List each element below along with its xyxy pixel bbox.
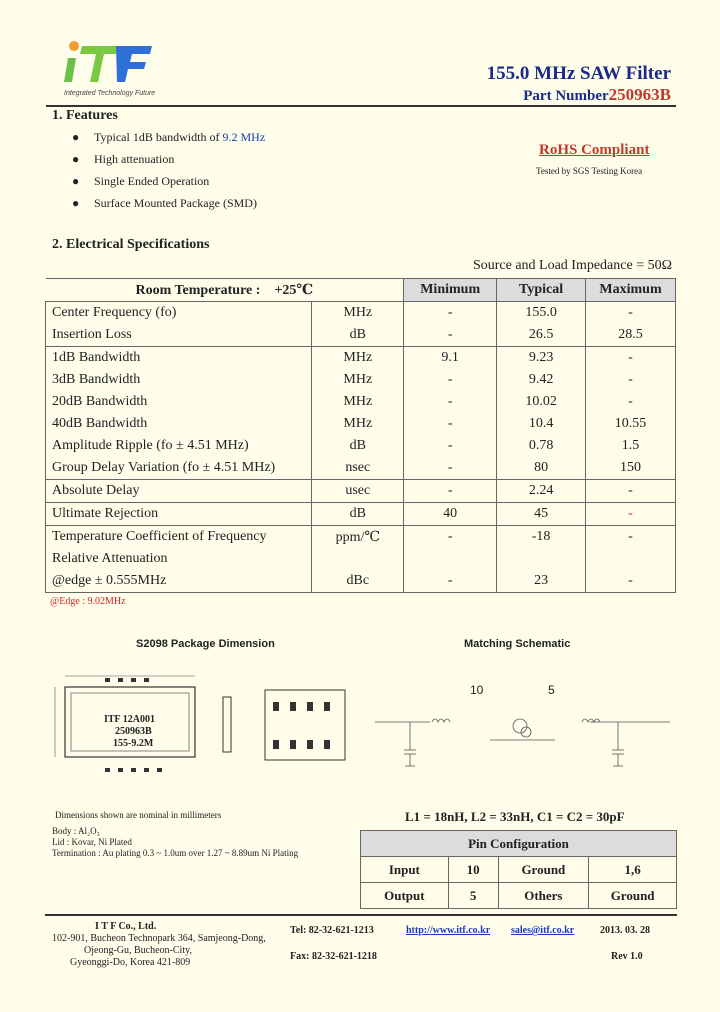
- matching-schematic-drawing: [370, 700, 680, 780]
- edge-note: @Edge : 9.02MHz: [50, 596, 126, 607]
- lid-material: Lid : Kovar, Ni Plated: [52, 837, 132, 847]
- impedance-note: Source and Load Impedance = 50Ω: [472, 258, 672, 273]
- feature-item: ● High attenuation: [72, 152, 175, 166]
- pin-config-title: Pin Configuration: [361, 831, 677, 857]
- product-title: 155.0 MHz SAW Filter: [486, 63, 671, 84]
- table-row: Center Frequency (fo) MHz - 155.0 -: [46, 302, 676, 325]
- termination-note: Termination : Au plating 0.3 ~ 1.0um over 1.27 ~ 8.89um Ni Plating: [52, 848, 299, 858]
- electrical-heading: 2. Electrical Specifications: [52, 237, 210, 252]
- col-typical: Typical: [497, 279, 586, 302]
- table-row: Absolute Delay usec - 2.24 -: [46, 480, 676, 503]
- bandwidth-highlight: 9.2 MHz: [222, 130, 266, 144]
- matching-title: Matching Schematic: [464, 638, 571, 650]
- pin-label-b: 5: [548, 683, 555, 697]
- document-date: 2013. 03. 28: [600, 925, 650, 936]
- feature-item: ● Single Ended Operation: [72, 174, 210, 188]
- table-row: Relative Attenuation: [46, 548, 676, 570]
- table-row: Ultimate Rejection dB 40 45 -: [46, 503, 676, 526]
- package-title: S2098 Package Dimension: [136, 638, 275, 650]
- table-row: 3dB Bandwidth MHz - 9.42 -: [46, 369, 676, 391]
- room-temp-label: Room Temperature :: [135, 282, 261, 298]
- table-row: Group Delay Variation (fo ± 4.51 MHz) nsec - 80 150: [46, 457, 676, 480]
- footer-divider: [45, 914, 677, 916]
- website-link[interactable]: http://www.itf.co.kr: [406, 925, 491, 936]
- room-temp-value: +25℃: [274, 282, 314, 298]
- table-row: 20dB Bandwidth MHz - 10.02 -: [46, 391, 676, 413]
- pin-label-a: 10: [470, 683, 484, 697]
- pin-config-table: [360, 830, 677, 909]
- address-line-1: 102-901, Bucheon Technopark 364, Samjeong-Dong,: [52, 933, 266, 944]
- package-marking-2: 250963B: [115, 726, 152, 737]
- email-link[interactable]: sales@itf.co.kr: [511, 925, 575, 936]
- features-heading: 1. Features: [52, 108, 118, 123]
- table-row: @edge ± 0.555MHz dBc - 23 -: [46, 570, 676, 593]
- spec-table: [45, 278, 676, 593]
- part-number-label: Part Number: [523, 88, 609, 104]
- part-number-line: [523, 85, 671, 105]
- table-row: Amplitude Ripple (fo ± 4.51 MHz) dB - 0.78 1.5: [46, 435, 676, 457]
- table-row: Insertion Loss dB - 26.5 28.5: [46, 324, 676, 347]
- table-row: Output 5 Others Ground: [361, 883, 677, 909]
- company-logo: [60, 38, 170, 98]
- table-row: 40dB Bandwidth MHz - 10.4 10.55: [46, 413, 676, 435]
- rohs-tested: Tested by SGS Testing Korea: [536, 166, 643, 176]
- revision: Rev 1.0: [611, 951, 643, 962]
- phone-number: Tel: 82-32-621-1213: [290, 925, 374, 936]
- body-material: Body : Al₂O₃: [52, 826, 100, 836]
- fax-number: Fax: 82-32-621-1218: [290, 951, 377, 962]
- feature-item: ● Surface Mounted Package (SMD): [72, 196, 257, 210]
- component-values: L1 = 18nH, L2 = 33nH, C1 = C2 = 30pF: [405, 809, 625, 824]
- col-minimum: Minimum: [404, 279, 497, 302]
- package-marking-3: 155-9.2M: [113, 738, 154, 749]
- dimension-note: Dimensions shown are nominal in millimeters: [55, 810, 222, 820]
- logo-tagline: Integrated Technology Future: [64, 90, 156, 97]
- package-drawing: [45, 662, 365, 812]
- itf-logo-icon: [60, 38, 160, 84]
- table-row: Temperature Coefficient of Frequency ppm/℃ - -18 -: [46, 526, 676, 549]
- company-name: I T F Co., Ltd.: [95, 921, 157, 932]
- spec-header-row: [46, 279, 676, 302]
- feature-item: ● Typical 1dB bandwidth of 9.2 MHz: [72, 130, 266, 144]
- header-divider: [46, 105, 676, 107]
- table-row: 1dB Bandwidth MHz 9.1 9.23 -: [46, 347, 676, 370]
- rohs-label: RoHS Compliant: [539, 142, 650, 158]
- part-number: 250963B: [608, 85, 671, 104]
- address-line-2: Ojeong-Gu, Bucheon-City,: [84, 945, 192, 956]
- package-marking-1: ITF 12A001: [104, 714, 156, 725]
- table-row: Input 10 Ground 1,6: [361, 857, 677, 883]
- address-line-3: Gyeonggi-Do, Korea 421-809: [70, 957, 191, 968]
- col-maximum: Maximum: [586, 279, 676, 302]
